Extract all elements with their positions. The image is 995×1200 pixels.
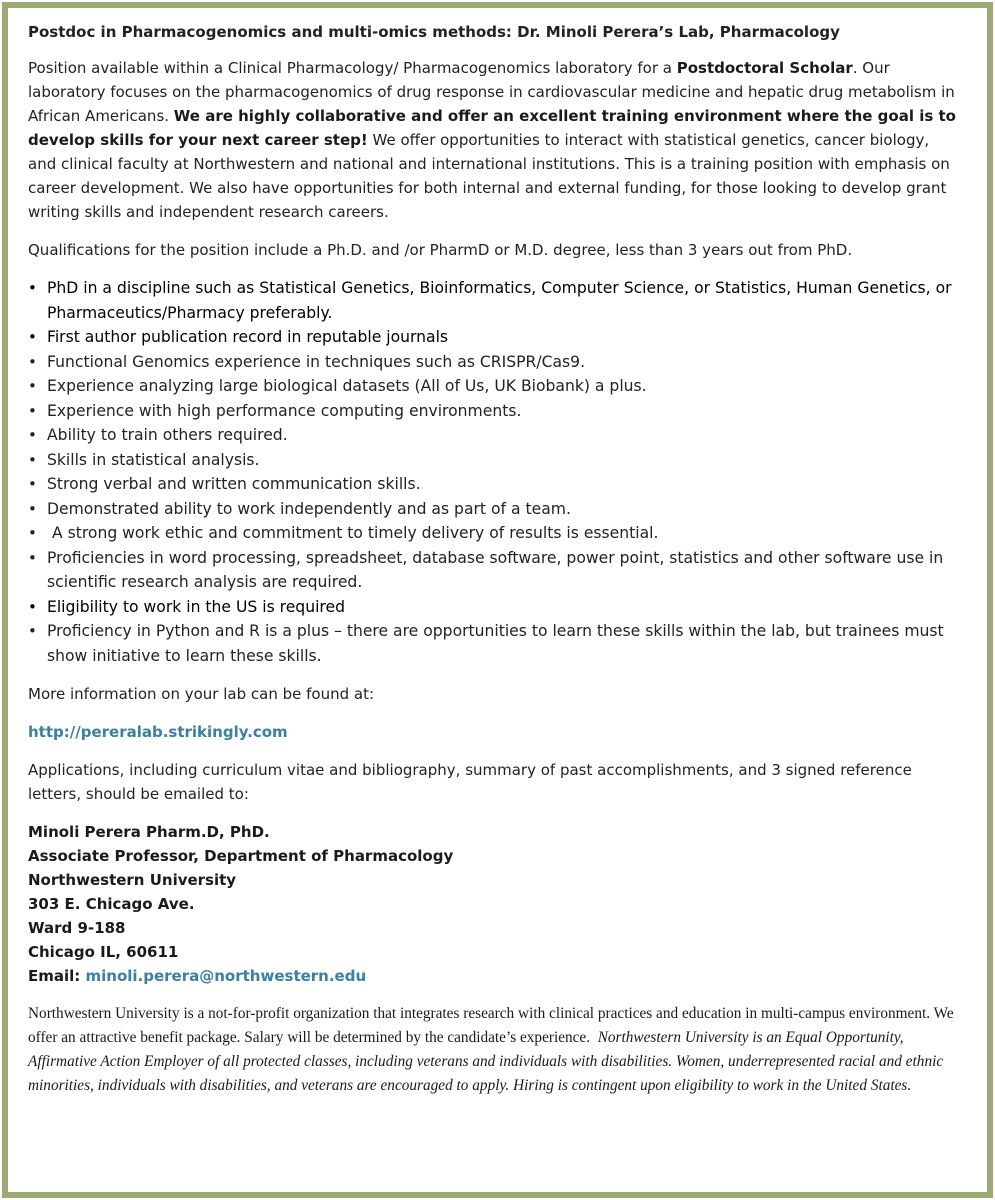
contact-city: Chicago IL, 60611 [28, 943, 179, 961]
posting-content [28, 22, 958, 1098]
email-link[interactable]: minoli.perera@northwestern.edu [85, 967, 367, 985]
requirement-item: • Experience with high performance computing environments. [47, 399, 958, 424]
contact-role: Associate Professor, Department of Pharmacology [28, 847, 454, 865]
intro-text-1: Position available within a Clinical Pharmacology/ Pharmacogenomics laboratory for a [28, 59, 677, 77]
requirement-item: • Strong verbal and written communication skills. [47, 472, 958, 497]
more-info-text: More information on your lab can be found at: [28, 685, 375, 703]
intro-paragraph [28, 56, 958, 224]
requirement-item: • Demonstrated ability to work independently and as part of a team. [47, 497, 958, 522]
requirement-item: • A strong work ethic and commitment to timely delivery of results is essential. [47, 521, 958, 546]
eeo-statement: Northwestern University is an Equal Opportunity, Affirmative Action Employer of all protected classes, including veterans and individuals with disabilities. Women, underrepresented racial and ethnic minorities, individuals with disabilities, and veterans are encouraged to apply. Hiring is contingent upon eligibility to work in the United States. [28, 1029, 944, 1094]
requirement-item: • PhD in a discipline such as Statistical Genetics, Bioinformatics, Computer Science, or Statistics, Human Genetics, or Pharmaceutics/Pharmacy preferably. [47, 276, 958, 325]
employer-disclaimer [28, 1002, 958, 1098]
qualifications-intro: Qualifications for the position include a Ph.D. and /or PharmD or M.D. degree, less than 3 years out from PhD. [28, 241, 853, 259]
requirements-list [28, 276, 958, 668]
intro-text-3: We offer opportunities to interact with statistical genetics, cancer biology, and clinical faculty at Northwestern and national and international institutions. This is a training position with emphasis on career development. We also have opportunities for both internal and external funding, for those looking to develop grant writing skills and independent research careers. [28, 131, 950, 221]
email-label: Email: [28, 967, 86, 985]
contact-email-line [28, 964, 958, 988]
requirement-item: • First author publication record in reputable journals [47, 325, 958, 350]
requirement-item: • Ability to train others required. [47, 423, 958, 448]
position-name: Postdoctoral Scholar [676, 59, 853, 77]
posting-title: Postdoc in Pharmacogenomics and multi-omics methods: Dr. Minoli Perera’s Lab, Pharmacology [28, 23, 840, 41]
requirement-item: • Proficiencies in word processing, spreadsheet, database software, power point, statistics and other software use in scientific research analysis are required. [47, 546, 958, 595]
requirement-item: • Eligibility to work in the US is required [47, 595, 958, 620]
contact-block [28, 820, 958, 988]
contact-street: 303 E. Chicago Ave. [28, 895, 195, 913]
requirement-item: • Proficiency in Python and R is a plus – there are opportunities to learn these skills within the lab, but trainees must show initiative to learn these skills. [47, 619, 958, 668]
contact-institution: Northwestern University [28, 871, 237, 889]
requirement-item: • Experience analyzing large biological datasets (All of Us, UK Biobank) a plus. [47, 374, 958, 399]
intro-text-2: . Our laboratory focuses on the pharmacogenomics of drug response in cardiovascular medicine and hepatic drug metabolism in African Americans. [28, 59, 955, 125]
requirement-item: • Skills in statistical analysis. [47, 448, 958, 473]
lab-website-link[interactable]: http://pereralab.strikingly.com [28, 723, 288, 741]
intro-highlight: We are highly collaborative and offer an excellent training environment where the goal is to develop skills for your next career step! [28, 107, 956, 149]
requirement-item: • Functional Genomics experience in techniques such as CRISPR/Cas9. [47, 350, 958, 375]
disclaimer-text: Northwestern University is a not-for-profit organization that integrates research with clinical practices and education in multi-campus environment. We offer an attractive benefit package. Salary will be determined by the candidate’s experience. [28, 1005, 958, 1046]
contact-ward: Ward 9-188 [28, 919, 126, 937]
contact-name: Minoli Perera Pharm.D, PhD. [28, 823, 270, 841]
application-instructions: Applications, including curriculum vitae and bibliography, summary of past accomplishments, and 3 signed reference letters, should be emailed to: [28, 761, 912, 803]
